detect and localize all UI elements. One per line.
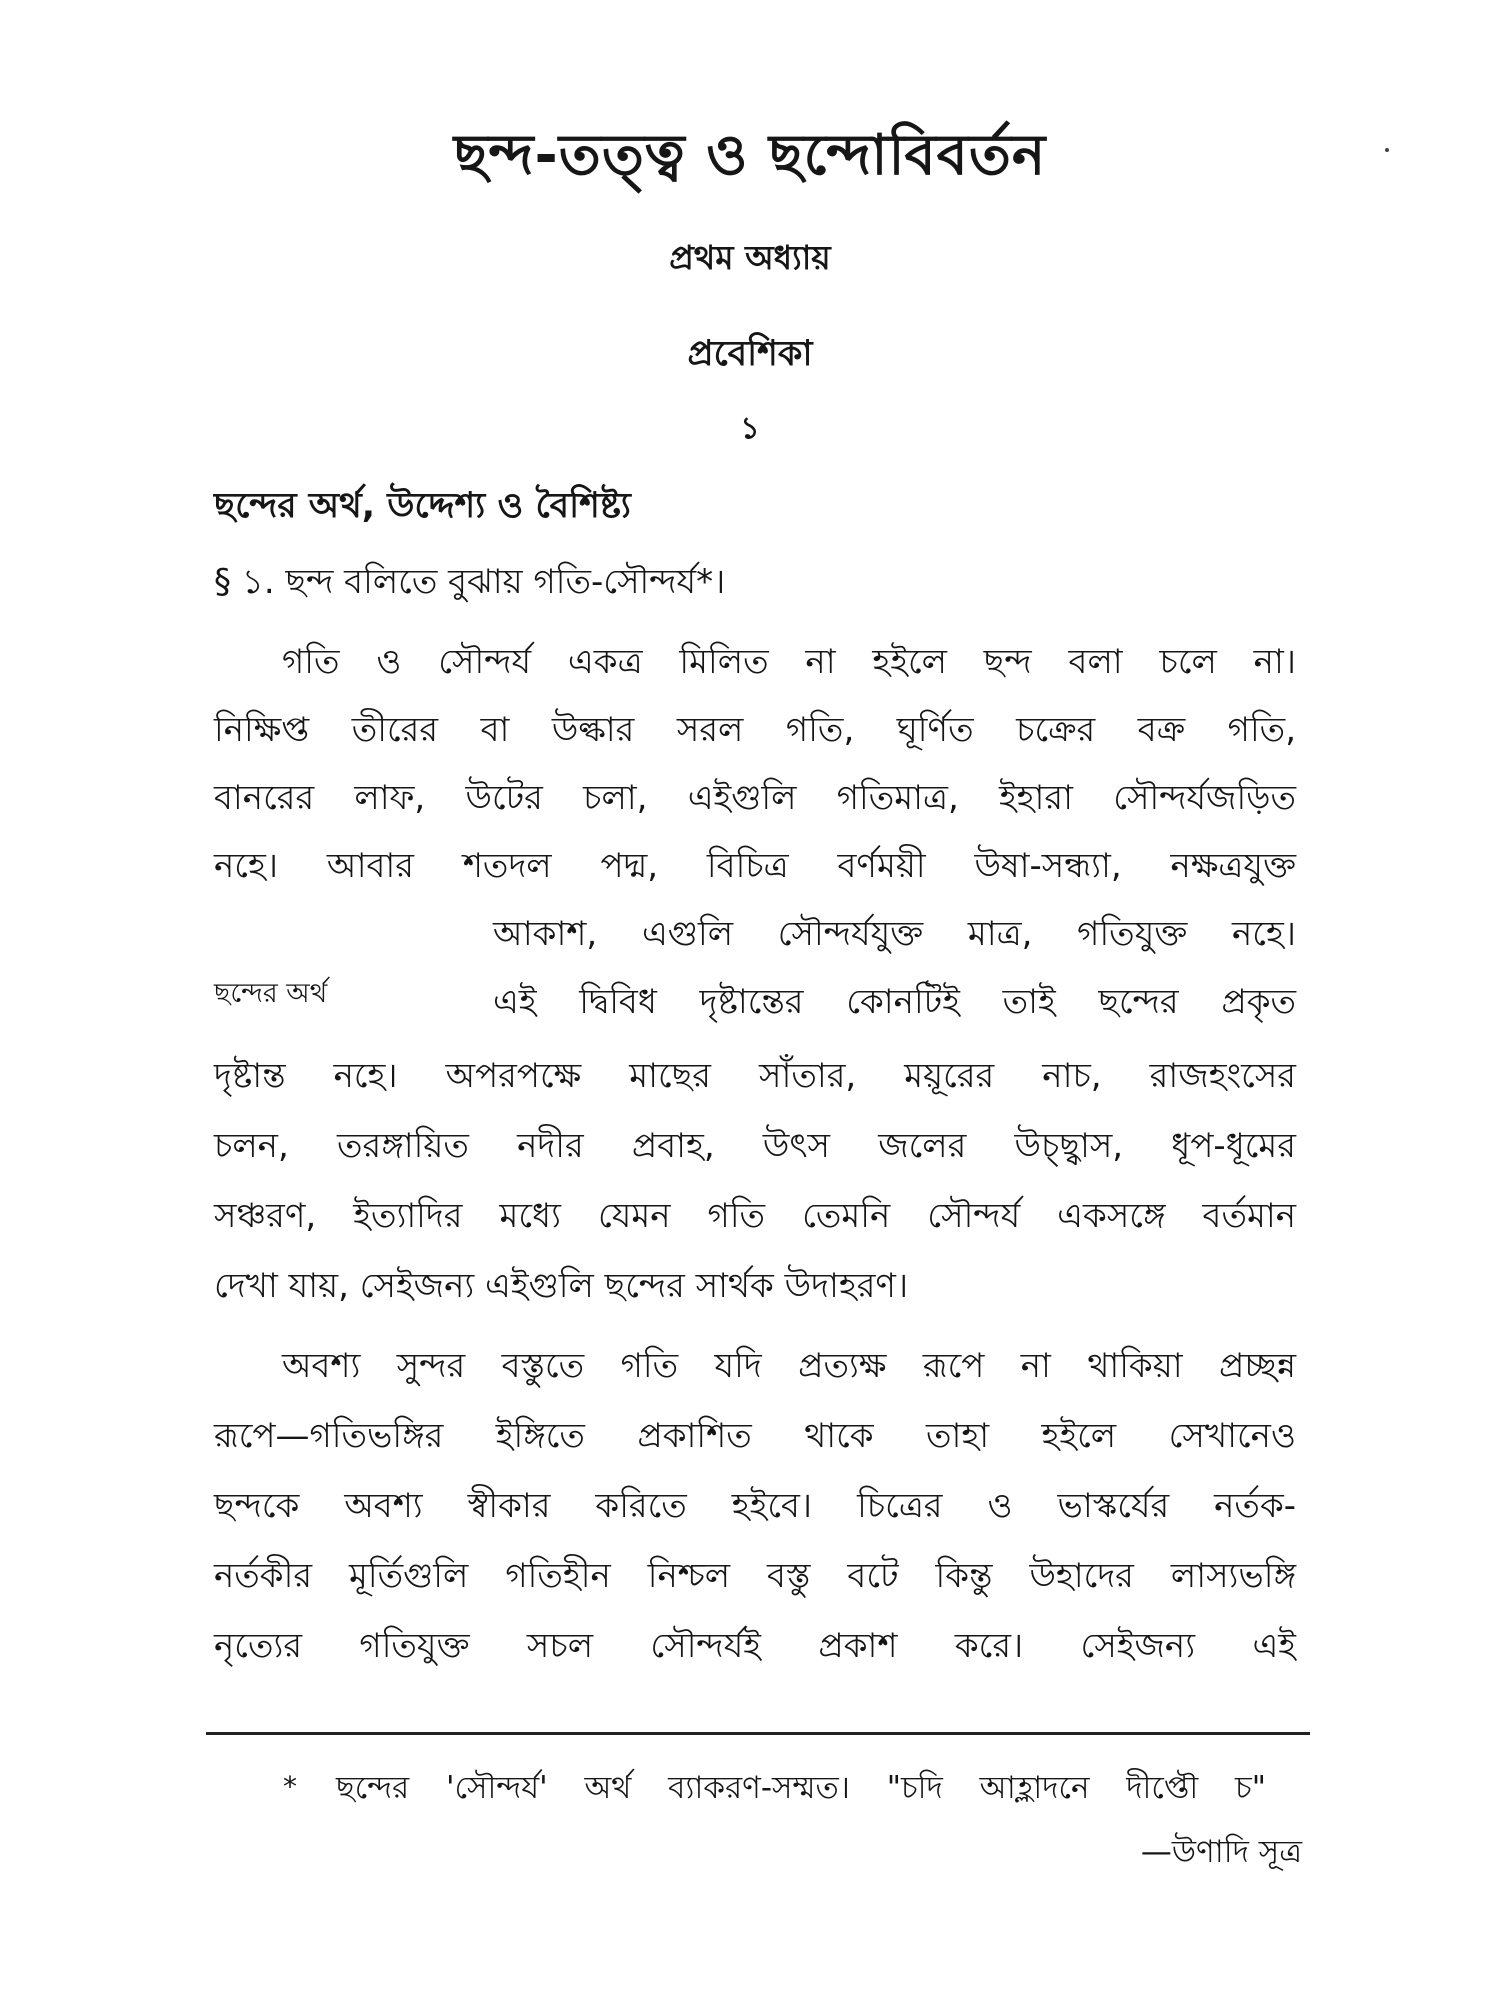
definition-line: § ১. ছন্দ বলিতে বুঝায় গতি-সৌন্দর্য*।: [214, 562, 726, 602]
footnote-divider: [206, 1732, 1310, 1735]
section-number: ১: [740, 411, 760, 446]
section-heading: ছন্দের অর্থ, উদ্দেশ্য ও বৈশিষ্ট্য: [214, 486, 631, 526]
body-line: নিক্ষিপ্ত তীরের বা উল্কার সরল গতি, ঘূর্ণিত চক্রের বক্র গতি,: [214, 710, 1296, 750]
footnote-marker: *: [283, 1770, 297, 1803]
body-line: বানরের লাফ, উটের চলা, এইগুলি গতিমাত্র, ইহারা সৌন্দর্যজড়িত: [214, 778, 1296, 818]
body-line: দেখা যায়, সেইজন্য এইগুলি ছন্দের সার্থক উদাহরণ।: [214, 1266, 909, 1306]
footnote-source: —উণাদি সূত্র: [1140, 1834, 1302, 1870]
body-line: দৃষ্টান্ত নহে। অপরপক্ষে মাছের সাঁতার, ময়ূরের নাচ, রাজহংসের: [214, 1056, 1296, 1096]
body-line: রূপে—গতিভঙ্গির ইঙ্গিতে প্রকাশিত থাকে তাহা হইলে সেখানেও: [214, 1416, 1296, 1456]
margin-note: ছন্দের অর্থ: [214, 978, 328, 1009]
body-line: এই দ্বিবিধ দৃষ্টান্তের কোনটিই তাই ছন্দের প্রকৃত: [493, 982, 1296, 1022]
body-line: নৃত্যের গতিযুক্ত সচল সৌন্দর্যই প্রকাশ করে। সেইজন্য এই: [214, 1626, 1296, 1666]
body-line: নর্তকীর মূর্তিগুলি গতিহীন নিশ্চল বস্তু বটে কিন্তু উহাদের লাস্যভঙ্গি: [214, 1556, 1296, 1596]
chapter-label: প্রথম অধ্যায়: [669, 238, 831, 277]
body-line: সঞ্চরণ, ইত্যাদির মধ্যে যেমন গতি তেমনি সৌন্দর্য একসঙ্গে বর্তমান: [214, 1196, 1296, 1236]
body-line: গতি ও সৌন্দর্য একত্র মিলিত না হইলে ছন্দ বলা চলে না।: [282, 642, 1296, 682]
body-line: ছন্দকে অবশ্য স্বীকার করিতে হইবে। চিত্রের ও ভাস্কর্যের নর্তক-: [214, 1486, 1296, 1526]
body-line: অবশ্য সুন্দর বস্তুতে গতি যদি প্রত্যক্ষ রূপে না থাকিয়া প্রচ্ছন্ন: [282, 1346, 1296, 1386]
body-line: চলন, তরঙ্গায়িত নদীর প্রবাহ, উৎস জলের উচ্ছ্বাস, ধূপ-ধূমের: [214, 1126, 1296, 1166]
body-line: আকাশ, এগুলি সৌন্দর্যযুক্ত মাত্র, গতিযুক্ত নহে।: [493, 914, 1296, 954]
body-line: নহে। আবার শতদল পদ্ম, বিচিত্র বর্ণময়ী উষা-সন্ধ্যা, নক্ষত্রযুক্ত: [214, 846, 1296, 886]
book-title: ছন্দ-তত্ত্ব ও ছন্দোবিবর্তন: [453, 123, 1047, 188]
sub-chapter-label: প্রবেশিকা: [687, 334, 813, 374]
footnote-text: ছন্দের 'সৌন্দর্য' অর্থ ব্যাকরণ-সম্মত। "চদি আহ্লাদনে দীপ্তৌ চ": [336, 1770, 1266, 1806]
